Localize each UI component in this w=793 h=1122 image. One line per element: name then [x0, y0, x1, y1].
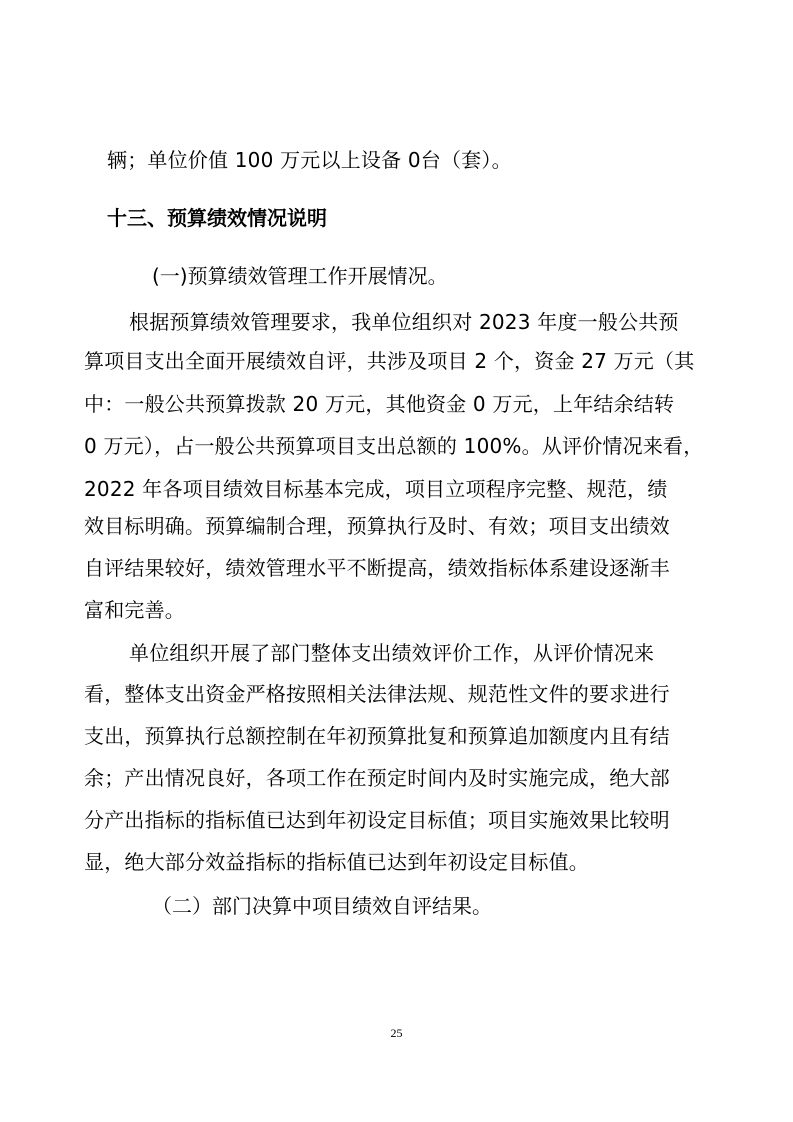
paragraph-line: 支出，预算执行总额控制在年初预算批复和预算追加额度内且有结 [84, 724, 670, 748]
page-number: 25 [390, 1026, 403, 1040]
paragraph-line: 根据预算绩效管理要求，我单位组织对 2023 年度一般公共预 [129, 310, 679, 334]
body-text-line: 辆；单位价值 100 万元以上设备 0台（套）。 [107, 148, 512, 172]
paragraph-line: 显，绝大部分效益指标的指标值已达到年初设定目标值。 [84, 850, 589, 874]
subsection-heading: (一)预算绩效管理工作开展情况。 [152, 264, 448, 288]
subsection-heading: （二）部门决算中项目绩效自评结果。 [152, 894, 492, 918]
paragraph-line: 中：一般公共预算拨款 20 万元，其他资金 0 万元，上年结余结转 [84, 392, 675, 416]
paragraph-line: 富和完善。 [84, 598, 185, 622]
section-heading: 十三、预算绩效情况说明 [107, 206, 327, 230]
paragraph-line: 0 万元），占一般公共预算项目支出总额的 100%。从评价情况来看， [84, 434, 704, 458]
paragraph-line: 单位组织开展了部门整体支出绩效评价工作，从评价情况来 [129, 641, 655, 665]
paragraph-line: 2022 年各项目绩效目标基本完成，项目立项程序完整、规范，绩 [84, 477, 668, 501]
paragraph-line: 分产出指标的指标值已达到年初设定目标值；项目实施效果比较明 [84, 808, 670, 832]
paragraph-line: 余；产出情况良好，各项工作在预定时间内及时实施完成，绝大部 [84, 766, 670, 790]
paragraph-line: 算项目支出全面开展绩效自评，共涉及项目 2 个，资金 27 万元（其 [84, 349, 695, 373]
paragraph-line: 效目标明确。预算编制合理，预算执行及时、有效；项目支出绩效 [84, 514, 670, 538]
paragraph-line: 看，整体支出资金严格按照相关法律法规、规范性文件的要求进行 [84, 682, 670, 706]
paragraph-line: 自评结果较好，绩效管理水平不断提高，绩效指标体系建设逐渐丰 [84, 556, 670, 580]
